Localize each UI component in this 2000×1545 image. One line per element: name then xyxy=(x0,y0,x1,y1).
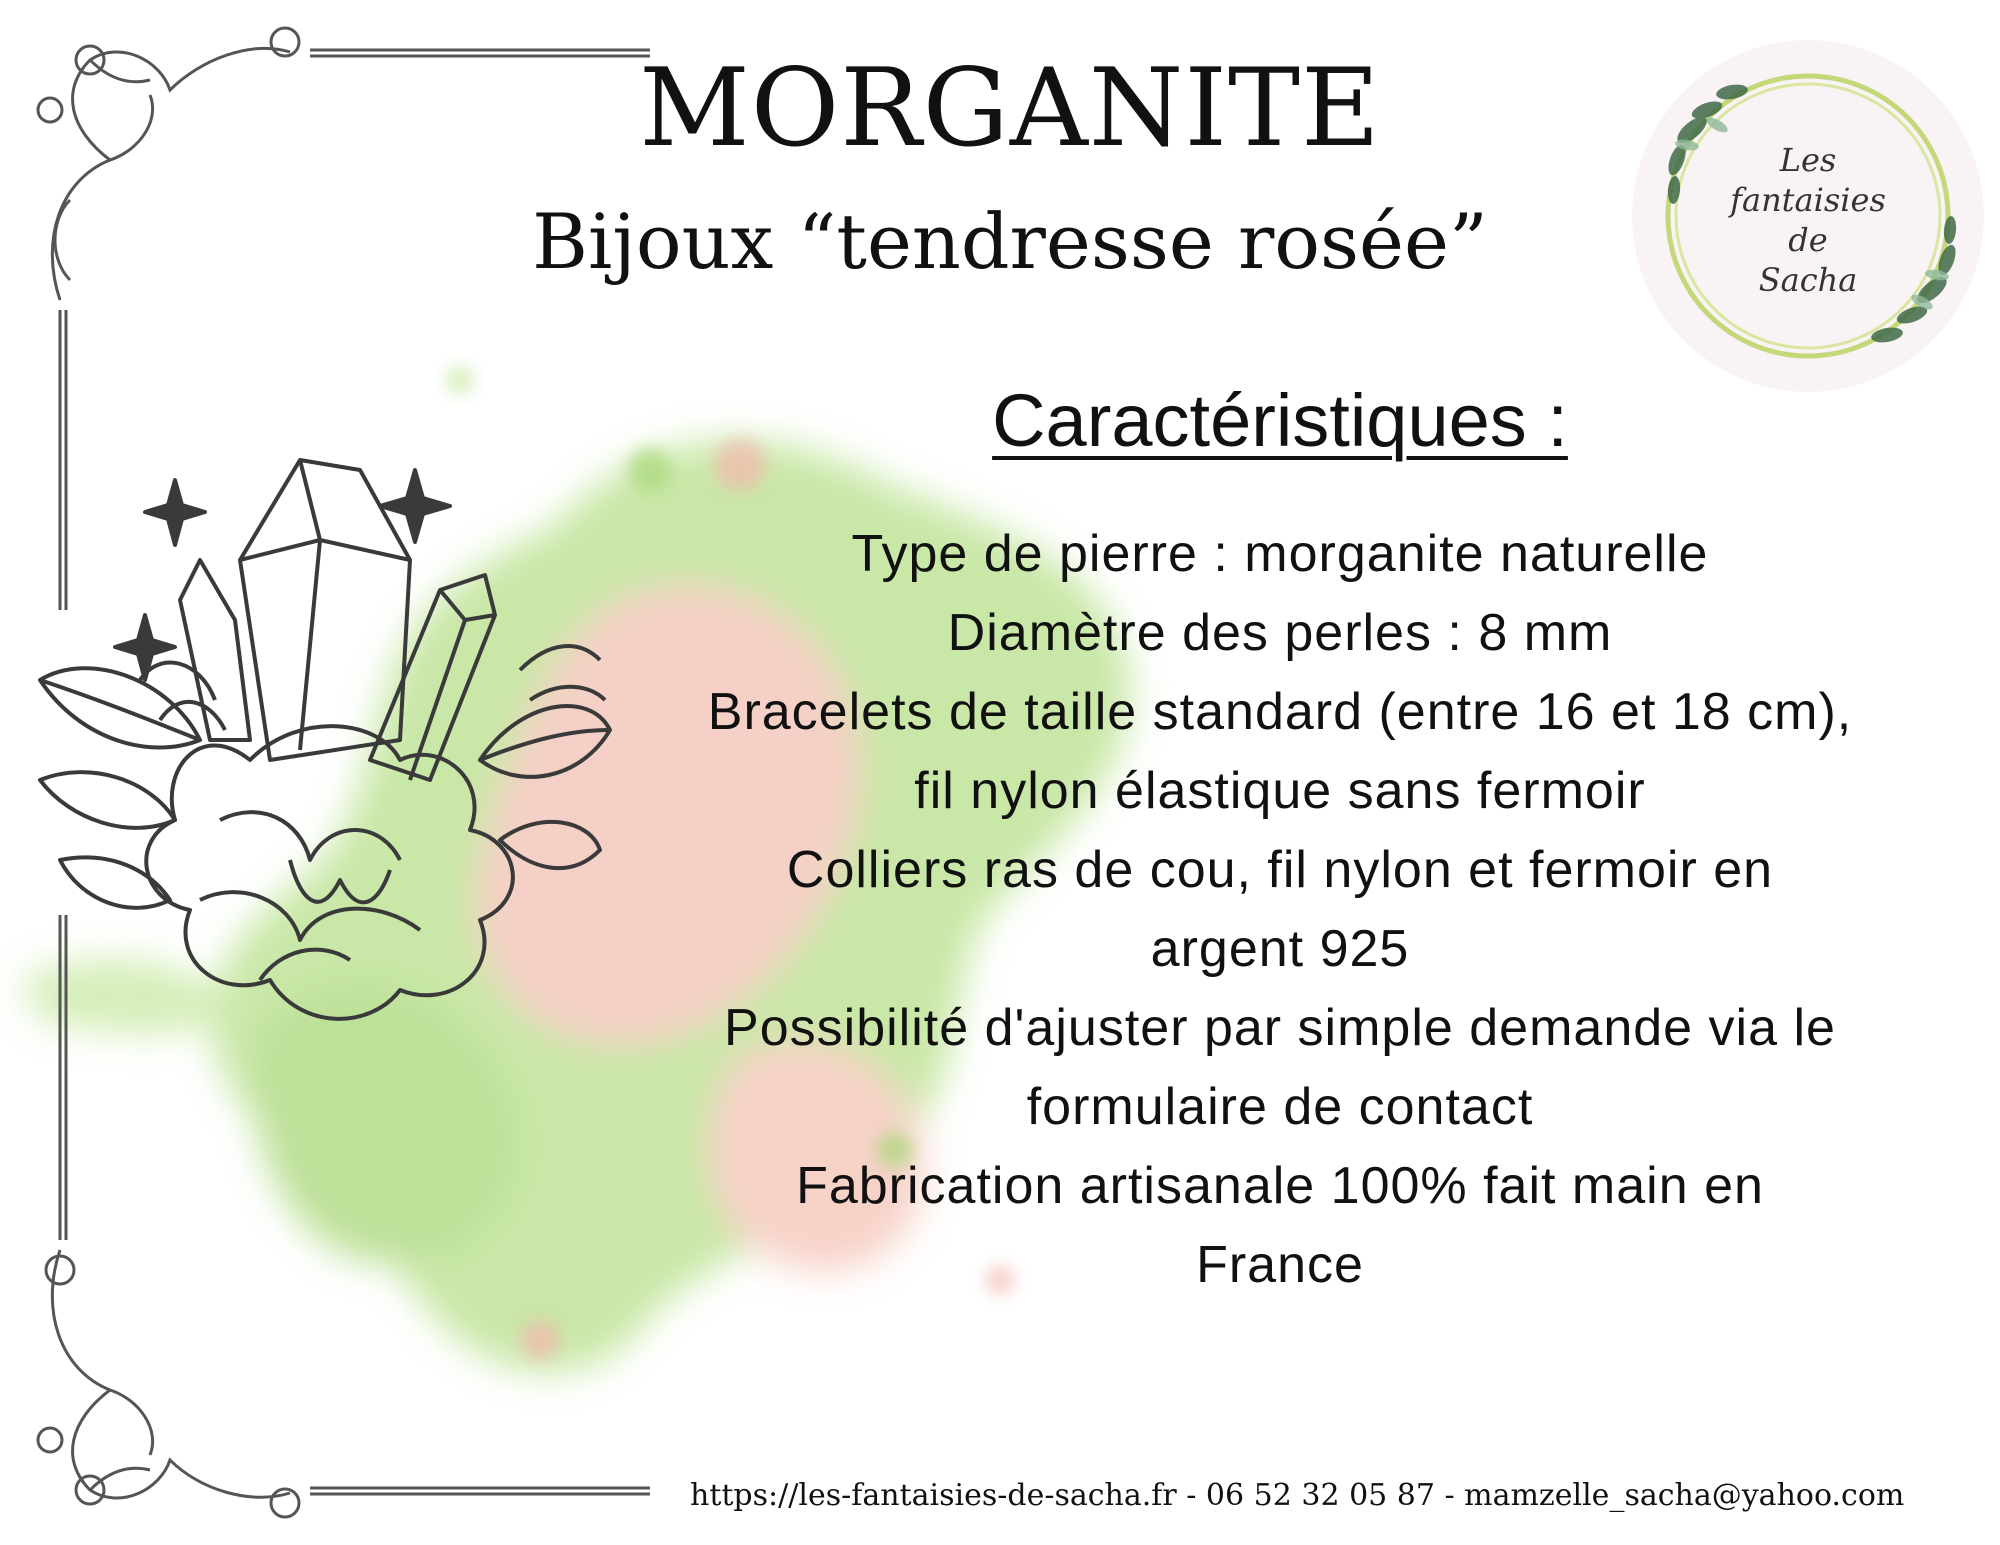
logo-line: Les xyxy=(1779,141,1837,179)
spec-line: formulaire de contact xyxy=(1026,1078,1534,1136)
spec-line: Fabrication artisanale 100% fait main en xyxy=(796,1157,1764,1215)
brand-logo xyxy=(1632,40,1984,392)
spec-line: Type de pierre : morganite naturelle xyxy=(851,525,1709,583)
contact-footer: https://les-fantaisies-de-sacha.fr - 06 52 32 05 87 - mamzelle_sacha@yahoo.com xyxy=(690,1478,1905,1513)
spec-line: Possibilité d'ajuster par simple demande via le xyxy=(724,999,1836,1057)
logo-line: fantaisies xyxy=(1730,181,1886,219)
spec-line: Colliers ras de cou, fil nylon et fermoir en xyxy=(786,841,1774,899)
logo-line: Sacha xyxy=(1758,261,1858,299)
page-subtitle: Bijoux “tendresse rosée” xyxy=(532,197,1488,286)
logo-text xyxy=(1632,140,1984,300)
characteristics-list xyxy=(640,515,1920,1305)
page-title: MORGANITE xyxy=(639,46,1381,171)
spec-line: Diamètre des perles : 8 mm xyxy=(947,604,1613,662)
spec-line: argent 925 xyxy=(1150,920,1410,978)
spec-line: Bracelets de taille standard (entre 16 et 18 cm), xyxy=(707,683,1853,741)
characteristics-heading: Caractéristiques : xyxy=(992,379,1568,462)
spec-line: France xyxy=(1196,1236,1364,1294)
spec-line: fil nylon élastique sans fermoir xyxy=(914,762,1646,820)
logo-line: de xyxy=(1788,221,1828,259)
